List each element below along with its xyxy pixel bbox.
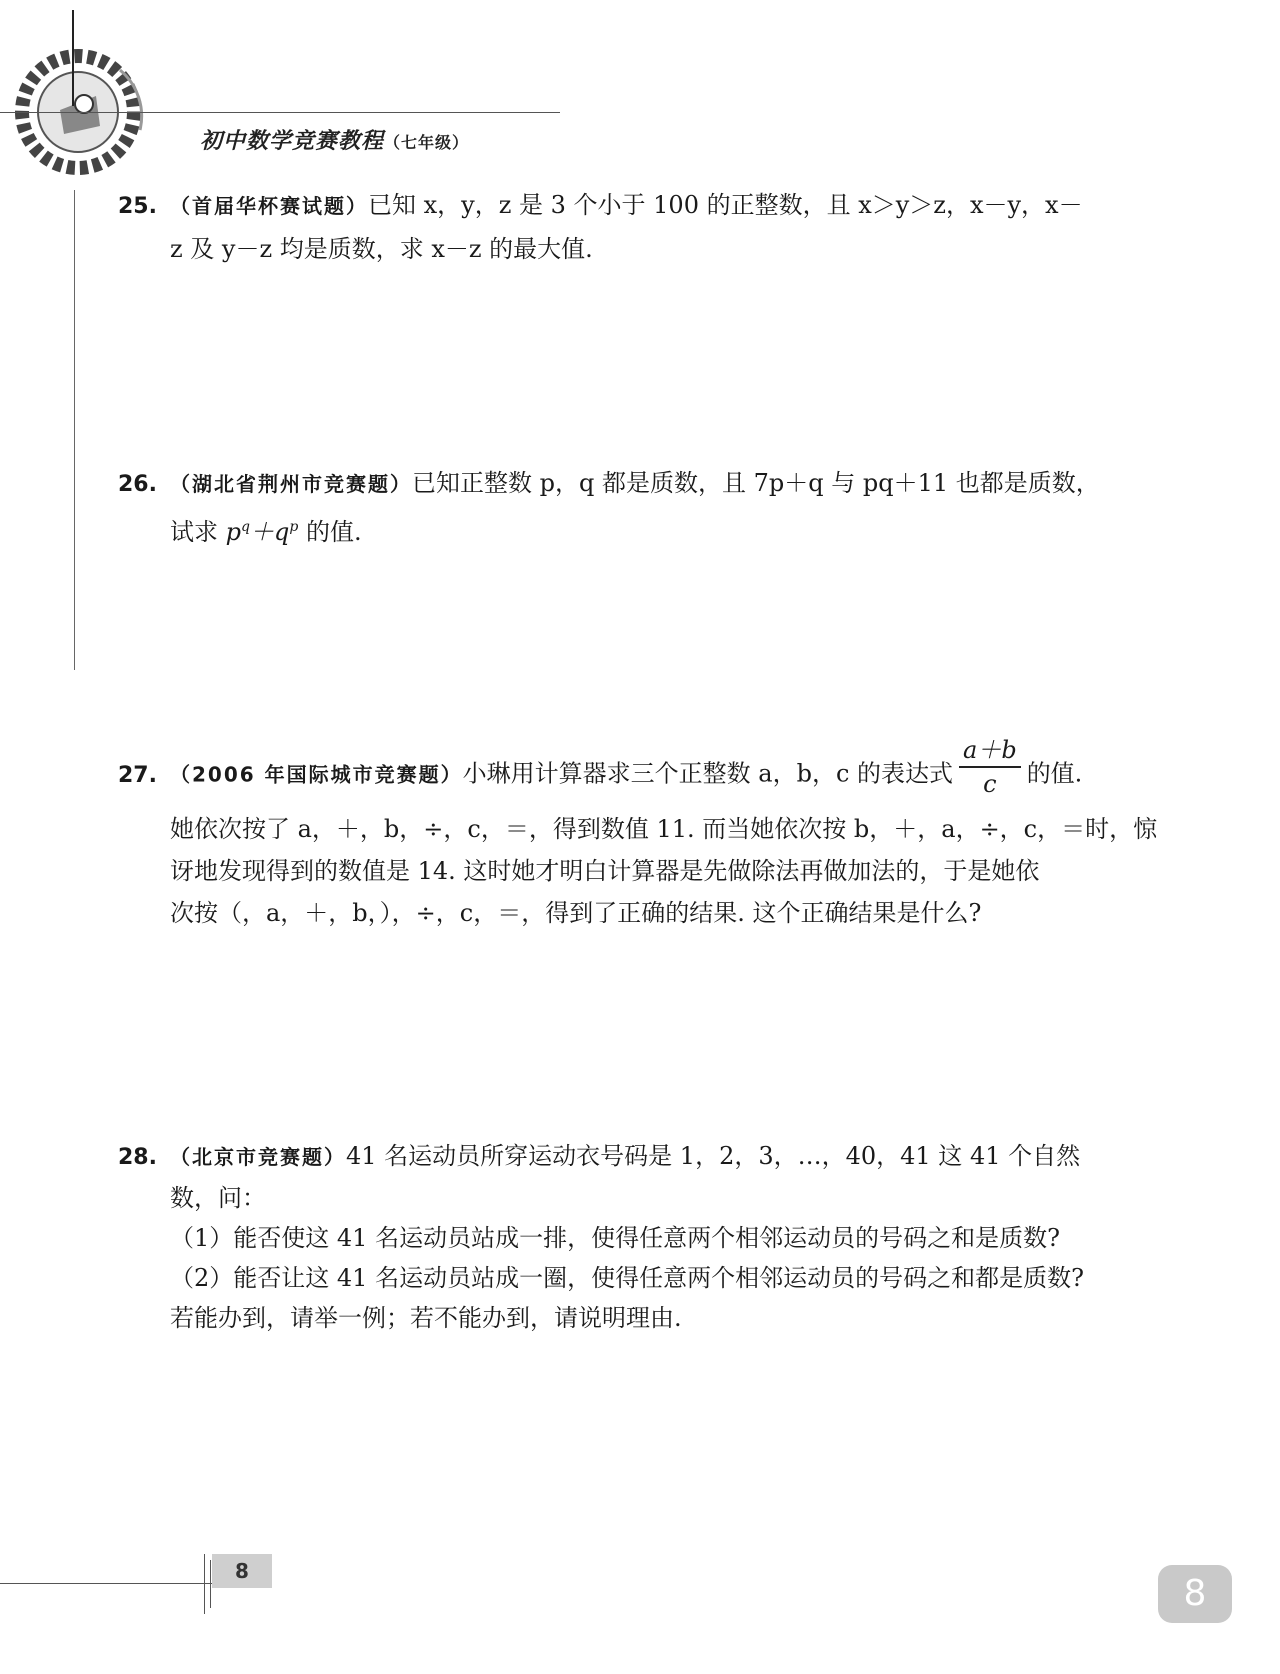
problem-26-line-2: [118, 506, 1163, 553]
fraction-numerator: a＋b: [959, 734, 1021, 768]
math-plus-q: ＋q: [249, 518, 290, 546]
problem-text-end: 的值.: [1026, 759, 1083, 788]
problem-27: [118, 736, 1163, 934]
header-emblem: [0, 0, 160, 200]
page-number: 8: [212, 1554, 272, 1588]
problem-text: 已知正整数 p，q 都是质数，且 7p＋q 与 pq＋11 也都是质数，: [412, 469, 1100, 497]
footer-vertical-rule: [204, 1554, 205, 1614]
problem-number: 28.: [118, 1145, 157, 1170]
problem-25: [118, 184, 1163, 270]
problem-source: （北京市竞赛题）: [170, 1145, 346, 1169]
problem-26: [118, 462, 1163, 553]
problem-28-line-2: 数，问：: [170, 1184, 266, 1212]
header-vertical-rule: [72, 10, 74, 106]
footer-vertical-rule-2: [210, 1560, 211, 1608]
problem-25-line-1: [118, 184, 1163, 228]
problem-number: 27.: [118, 762, 157, 788]
page-badge: 8: [1158, 1565, 1232, 1623]
left-margin-rule: [74, 190, 75, 670]
problem-text: 已知 x，y，z 是 3 个小于 100 的正整数，且 x＞y＞z，x－y，x－: [368, 191, 1083, 219]
problem-28-line-5: 若能办到，请举一例；若不能办到，请说明理由.: [170, 1304, 682, 1332]
book-title-text: 初中数学竞赛教程: [200, 129, 385, 154]
header-horizontal-rule: [0, 112, 560, 113]
problem-28-line-4: （2）能否让这 41 名运动员站成一圈，使得任意两个相邻运动员的号码之和都是质数?: [170, 1264, 1084, 1292]
problem-number: 26.: [118, 472, 157, 497]
problem-27-line-2: 她依次按了 a，＋，b，÷，c，＝，得到数值 11. 而当她依次按 b，＋，a，÷，c，＝时，惊: [170, 815, 1158, 843]
problem-27-line-1: [118, 736, 1163, 808]
math-exponent-q: q: [241, 519, 250, 535]
problem-25-line-2: z 及 y－z 均是质数，求 x－z 的最大值.: [170, 235, 593, 263]
problem-number: 25.: [118, 194, 157, 219]
problem-source: （湖北省荆州市竞赛题）: [170, 472, 412, 496]
text-fragment: 试求: [170, 518, 226, 546]
problem-text: 41 名运动员所穿运动衣号码是 1，2，3，…，40，41 这 41 个自然: [346, 1142, 1081, 1170]
book-title: [200, 124, 469, 155]
math-exponent-p: p: [289, 519, 299, 535]
problem-28-line-1: [118, 1136, 1163, 1178]
text-fragment: 的值.: [298, 518, 362, 546]
problem-text: 小琳用计算器求三个正整数 a，b，c 的表达式: [462, 759, 954, 788]
book-subtitle: （七年级）: [384, 133, 470, 152]
problem-27-line-3: 讶地发现得到的数值是 14. 这时她才明白计算器是先做除法再做加法的，于是她依: [170, 857, 1040, 885]
problem-source: （2006 年国际城市竞赛题）: [170, 762, 463, 787]
problem-26-line-1: [118, 462, 1163, 506]
problem-27-line-4: 次按（，a，＋，b，），÷，c，＝，得到了正确的结果. 这个正确结果是什么?: [170, 899, 982, 927]
math-var-p: p: [225, 518, 242, 546]
problem-28: [118, 1136, 1163, 1338]
problem-source: （首届华杯赛试题）: [170, 194, 368, 218]
fraction-denominator: c: [983, 770, 997, 798]
problem-28-line-3: （1）能否使这 41 名运动员站成一排，使得任意两个相邻运动员的号码之和是质数?: [170, 1224, 1060, 1252]
fraction: [959, 734, 1021, 800]
